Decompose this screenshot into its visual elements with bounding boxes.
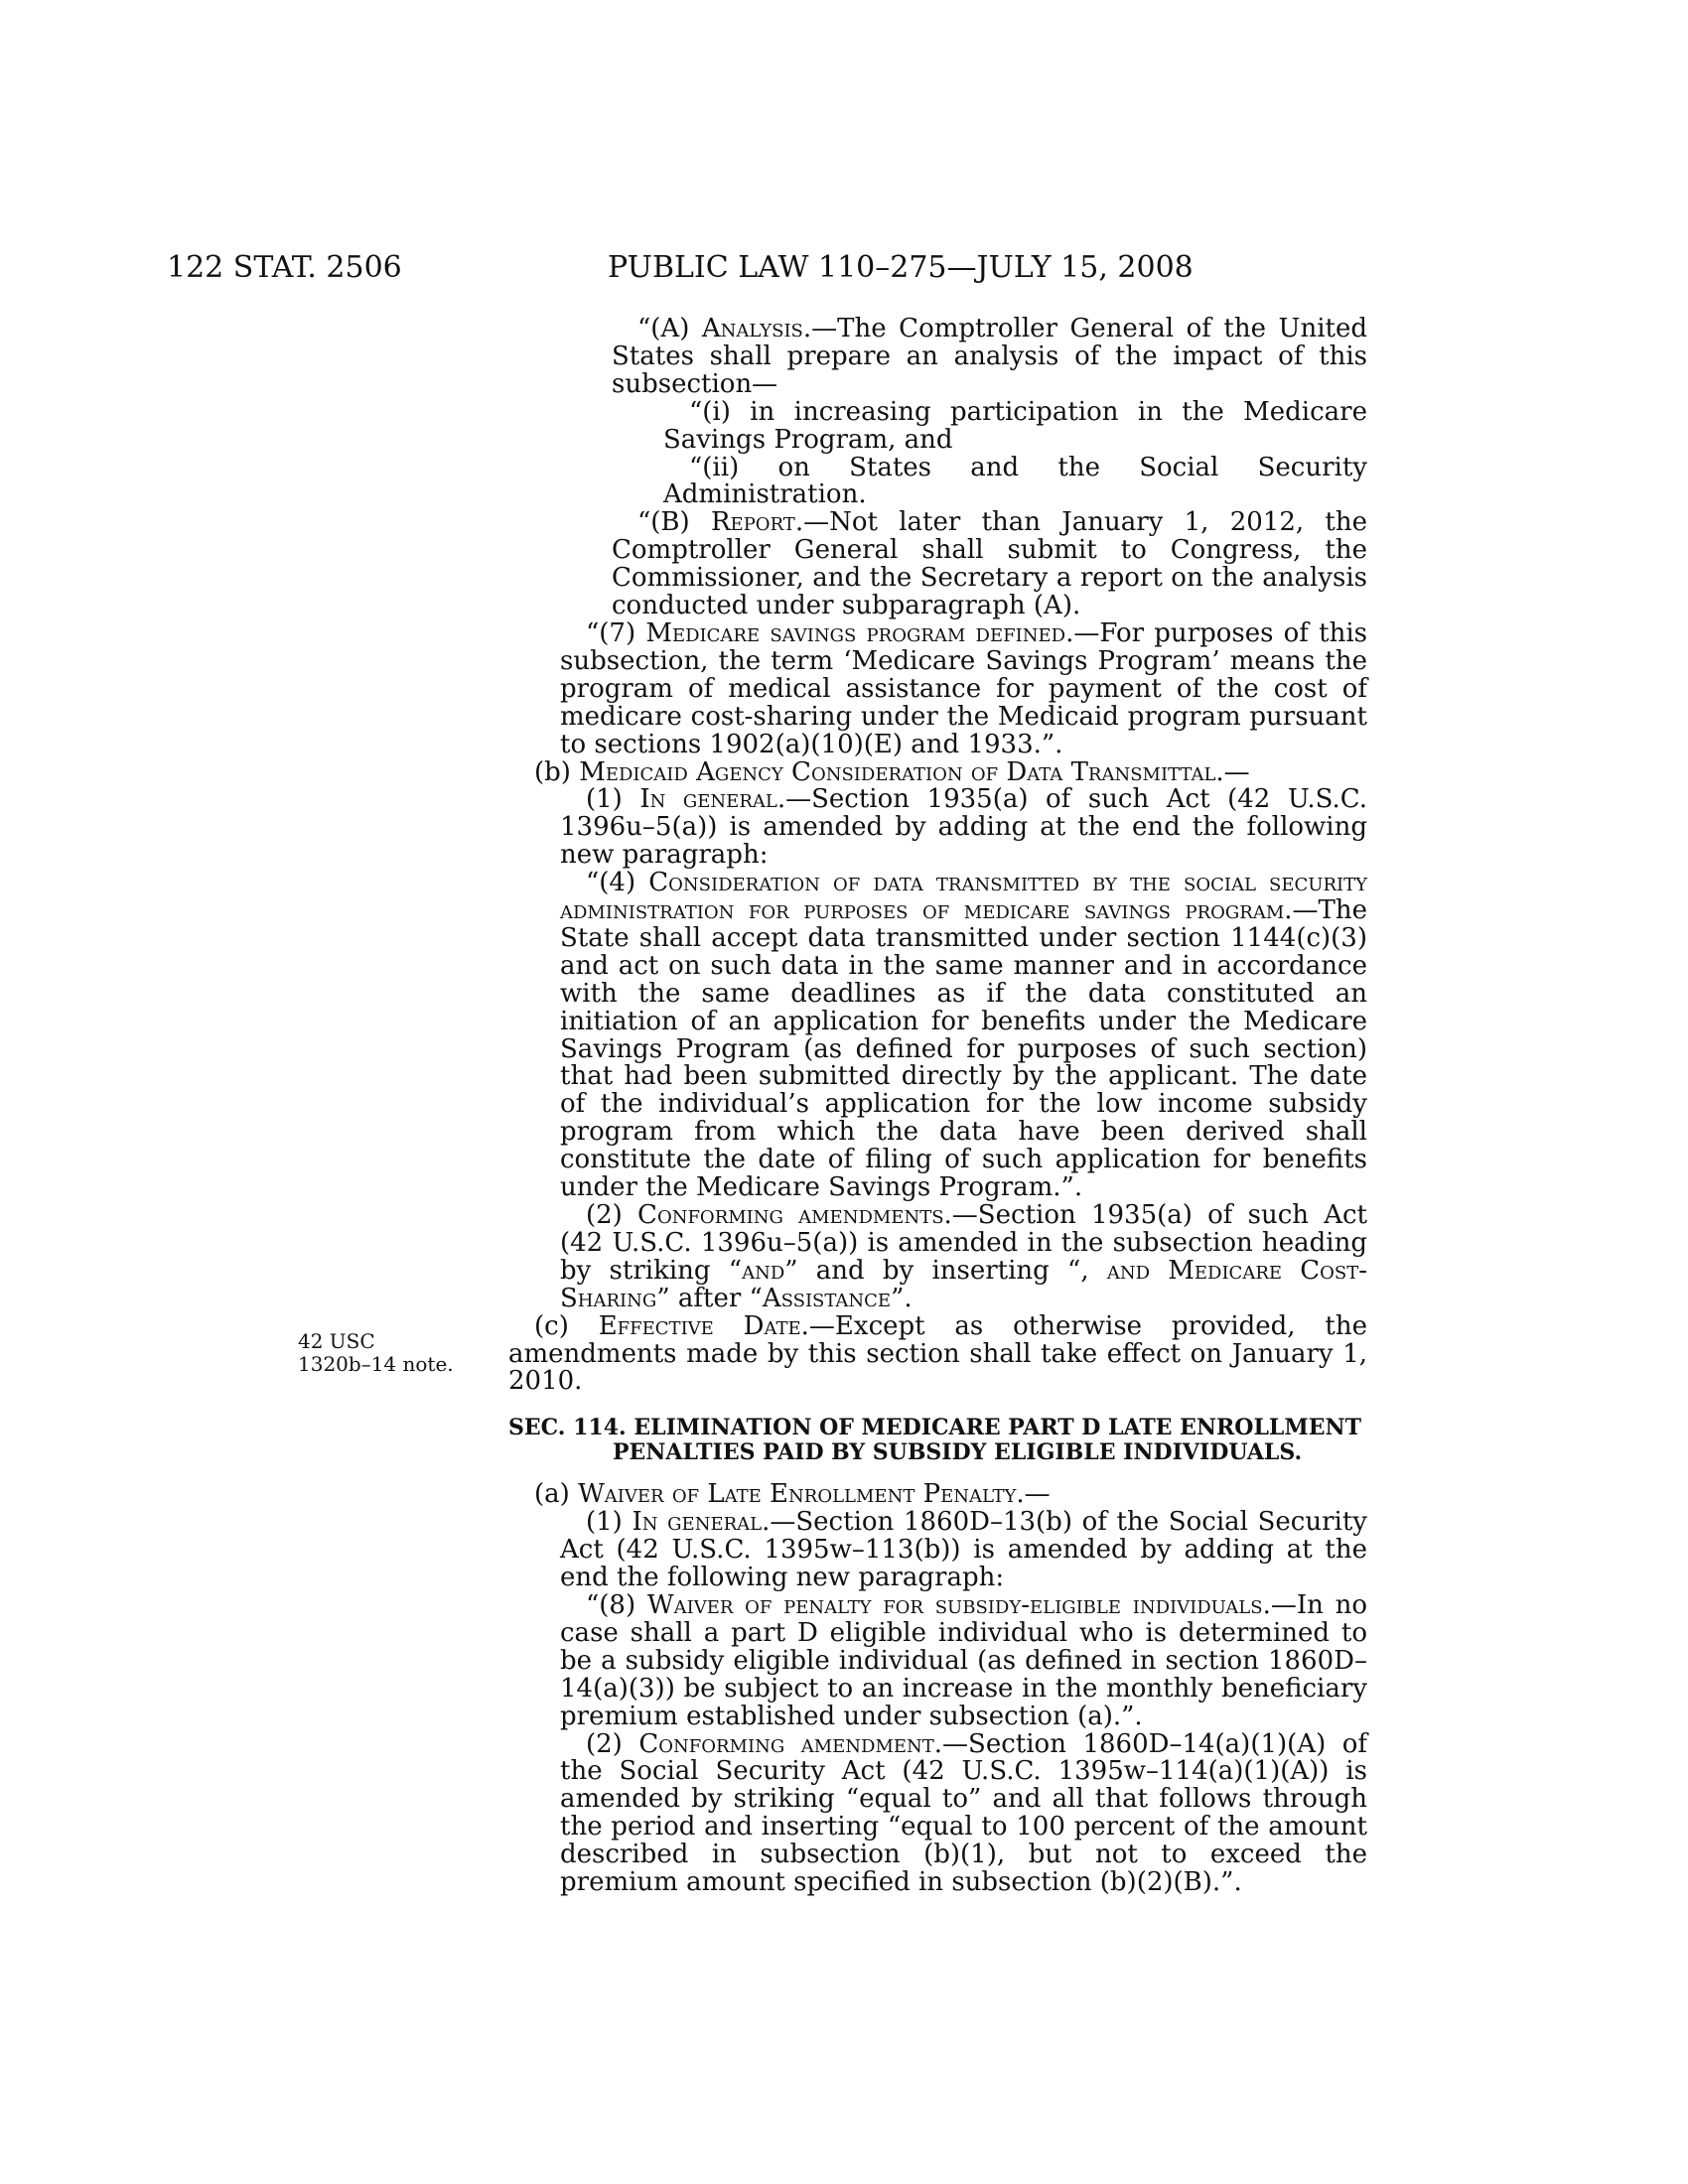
para-heading: Report [710, 507, 795, 538]
para-lead: (1) [586, 784, 640, 815]
para-lead: (2) [586, 1728, 639, 1759]
para-text: .—Section 1935(a) of such Act (42 U.S.C. 1396u–5(a)) is amended in the subsection heading by striking “ [560, 1200, 1367, 1286]
para-text: .—Not later than January 1, 2012, the Comptroller General shall submit to Congress, the Commissioner, and the Secretary a report on the analysis conducted under subparagraph (A). [612, 507, 1368, 621]
subsection-b [508, 756, 1367, 787]
para-heading: Waiver of Late Enrollment Penalty [578, 1479, 1017, 1510]
para-lead: (a) [534, 1479, 579, 1510]
para-lead: (c) [534, 1310, 599, 1341]
para-caps-and: and [742, 1255, 785, 1286]
para-heading: Effective Date [598, 1310, 801, 1341]
para-heading: Analysis [701, 314, 803, 343]
para-lead: “(A) [637, 314, 702, 343]
para-heading: Medicare savings program defined [645, 617, 1066, 648]
para-lead: “(8) [586, 1589, 647, 1620]
para-heading: Conforming amendment [638, 1728, 934, 1759]
para-text: .—The State shall accept data transmitted under section 1144(c)(3) and act on such data in the same manner and in accordance with the same deadlines as if the data constituted an initiation of an application for benefits under the Medicare Savings Program (as defined for purposes of such section) that had been submitted directly by the applicant. The date of the individual’s application for the low income subsidy program from which the data have been derived shall constitute the date of filing of such application for benefits under the Medicare Savings Program.”. [560, 895, 1367, 1203]
paragraph-4-consideration [508, 870, 1367, 1202]
para-heading: Medicaid Agency Consideration of Data Transmittal [579, 756, 1216, 787]
paragraph-b2-conforming [508, 1202, 1367, 1313]
page-running-header: PUBLIC LAW 110–275—JULY 15, 2008 [608, 250, 1194, 285]
para-text: .— [1016, 1479, 1051, 1510]
subsection-a-waiver [508, 1481, 1367, 1509]
para-lead: (2) [586, 1200, 638, 1230]
margin-citation-note [298, 1330, 467, 1376]
para-heading: In general [639, 784, 777, 815]
para-lead: “(B) [637, 507, 711, 538]
clause-i: “(i) in increasing participation in the Medicare Savings Program, and [663, 396, 1367, 455]
page-stat-number: 122 STAT. 2506 [167, 250, 402, 285]
para-text: .—In no case shall a part D eligible individual who is determined to be a subsidy eligible individual (as defined in section 1860D–14(a)(3)) be subject to an increase in the monthly beneficiary premium established under subsection (a).”. [560, 1589, 1367, 1731]
para-lead: (b) [534, 756, 580, 787]
para-text: .—Section 1860D–13(b) of the Social Security Act (42 U.S.C. 1395w–113(b)) is amended by adding at the end the following new paragraph: [560, 1507, 1367, 1593]
para-text: .—Section 1860D–14(a)(1)(A) of the Social Security Act (42 U.S.C. 1395w–114(a)(1)(A)) is amended by striking “equal to” and all that follows through the period and inserting “equal to 100 percent of the amount described in subsection (b)(1), but not to exceed the premium amount specified in subsection (b)(2)(B).”. [560, 1728, 1367, 1898]
para-text: ”. [891, 1283, 913, 1313]
para-heading: Conforming amendments [637, 1200, 944, 1230]
para-caps-heading: and Medicare Cost-Sharing [560, 1255, 1368, 1313]
para-caps-assistance: Assistance [762, 1283, 892, 1313]
para-lead: (1) [586, 1507, 633, 1538]
paragraph-7-defined [508, 617, 1368, 759]
para-text: .—For purposes of this subsection, the term ‘Medicare Savings Program’ means the program of medical assistance for payment of the cost of medicare cost-sharing under the Medicaid program pursuant to sections 1902(a)(10)(E) and 1933.”. [560, 617, 1368, 759]
para-text: .—The Comptroller General of the United States shall prepare an analysis of the impact of this subsection— [612, 314, 1367, 399]
document-body [508, 316, 1367, 1897]
para-text: .— [1215, 756, 1250, 787]
section-114-heading: SEC. 114. ELIMINATION OF MEDICARE PART D LATE ENROLLMENT PENALTIES PAID BY SUBSIDY ELIGIBLE INDIVIDUALS. [508, 1415, 1361, 1466]
paragraph-a2-conforming [508, 1728, 1367, 1898]
para-heading: Consideration of data transmitted by the social security administration for purposes of medicare savings program [560, 868, 1368, 926]
paragraph-a1-general [508, 1509, 1367, 1592]
para-lead: “(4) [586, 868, 649, 898]
para-heading: Waiver of penalty for subsidy-eligible individuals [646, 1589, 1263, 1620]
para-heading: In general [632, 1507, 763, 1538]
para-lead: “(7) [586, 617, 646, 648]
paragraph-b-report [508, 509, 1367, 620]
para-text: ” after “ [656, 1283, 763, 1313]
subsection-c-effective-date [508, 1310, 1367, 1397]
margin-note-line-2: 1320b–14 note. [298, 1352, 454, 1376]
para-text: .—Except as otherwise provided, the amendments made by this section shall take effect on January 1, 2010. [508, 1310, 1367, 1397]
paragraph-a-analysis [508, 316, 1367, 399]
paragraph-8-waiver [508, 1589, 1367, 1731]
margin-note-line-1: 42 USC [298, 1329, 375, 1353]
paragraph-b1-general [508, 786, 1367, 870]
para-text: ” and by inserting “, [784, 1255, 1107, 1286]
para-text: .—Section 1935(a) of such Act (42 U.S.C. 1396u–5(a)) is amended by adding at the end the following new paragraph: [560, 784, 1367, 871]
clause-ii: “(ii) on States and the Social Security Administration. [663, 452, 1367, 510]
